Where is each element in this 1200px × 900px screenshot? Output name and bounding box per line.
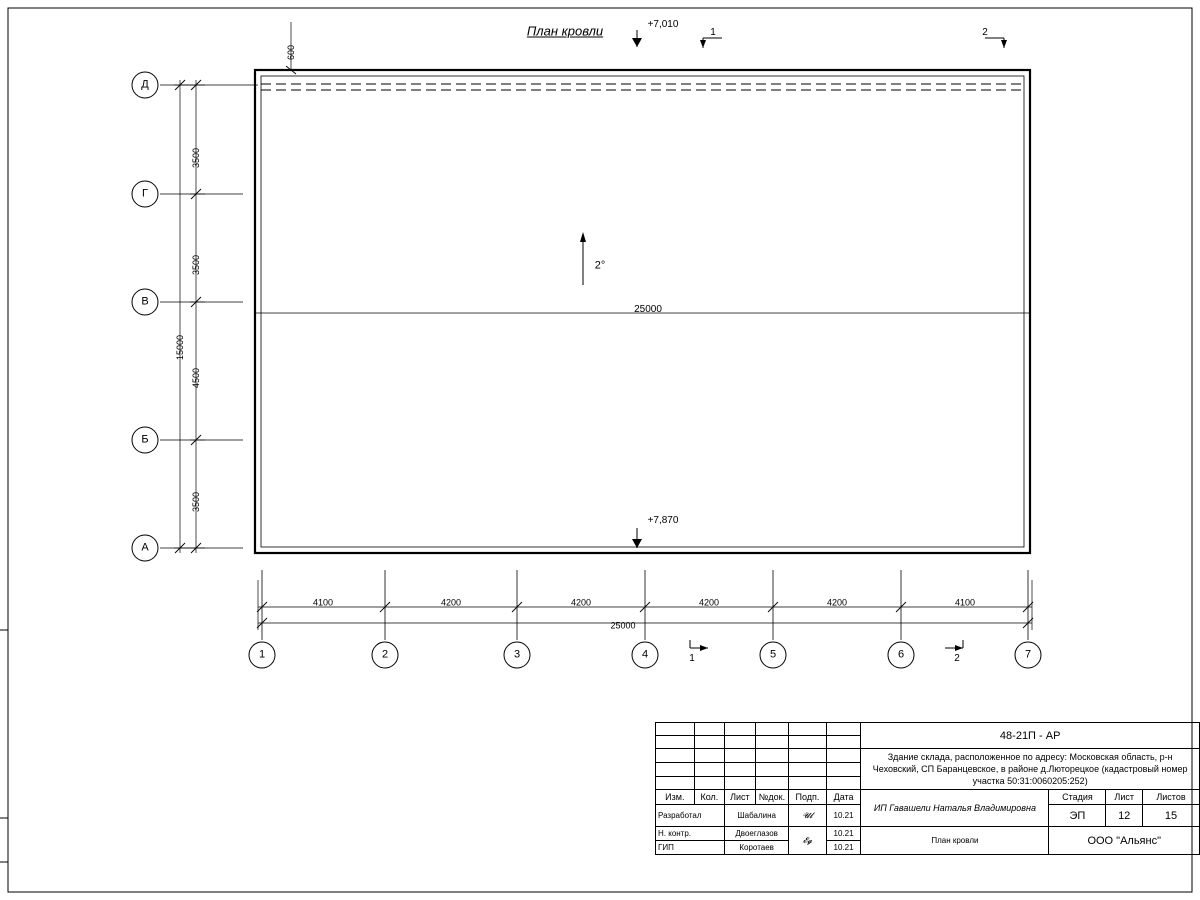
rev-cell-empty bbox=[725, 736, 756, 749]
signature-ncontr: 𝓔𝓰 bbox=[789, 827, 827, 855]
rev-cell-empty bbox=[755, 723, 789, 736]
vertical-dim-total: 15000 bbox=[175, 335, 185, 361]
horizontal-axis-lines bbox=[262, 570, 1028, 640]
axis-bubble-b[interactable]: Б bbox=[141, 433, 149, 446]
axis-bubble-g[interactable]: Г bbox=[142, 187, 148, 200]
rev-cell-empty bbox=[725, 762, 756, 776]
col-header-kol: Кол. bbox=[694, 790, 725, 805]
stage-header: Стадия bbox=[1049, 790, 1106, 805]
horizontal-dim-6: 4100 bbox=[954, 597, 976, 608]
axis-bubble-v[interactable]: В bbox=[141, 295, 149, 308]
object-description: Здание склада, расположенное по адресу: Московская область, р-н Чеховский, СП Баранцевское, в районе д.Люторецкое (кадастровый номер участка 50:31:0060205:252) bbox=[861, 749, 1200, 790]
rev-cell-empty bbox=[656, 749, 695, 763]
rev-cell-empty bbox=[656, 762, 695, 776]
col-header-data: Дата bbox=[826, 790, 861, 805]
section-mark-1-top bbox=[700, 38, 722, 48]
axis-bubble-4[interactable]: 4 bbox=[641, 648, 649, 661]
customer-name: ИП Гавашели Наталья Владимировна bbox=[861, 790, 1049, 827]
rev-cell-empty bbox=[725, 749, 756, 763]
slope-arrow bbox=[580, 232, 586, 285]
sheets-header: Листов bbox=[1142, 790, 1199, 805]
vertical-dim-3: 4500 bbox=[191, 368, 201, 389]
row-name-developer: Шабалина bbox=[725, 805, 789, 827]
ridge-dim-label: 25000 bbox=[634, 304, 662, 315]
sheet-header: Лист bbox=[1106, 790, 1143, 805]
rev-cell-empty bbox=[826, 776, 861, 790]
row-name-gip: Коротаев bbox=[725, 841, 789, 855]
section-mark-1-top-label: 1 bbox=[710, 27, 716, 38]
rev-cell-empty bbox=[694, 749, 725, 763]
rev-cell-empty bbox=[656, 736, 695, 749]
col-header-podp: Подп. bbox=[789, 790, 827, 805]
rev-cell-empty bbox=[656, 723, 695, 736]
overhang-dim-label: 600 bbox=[286, 45, 296, 61]
rev-cell-empty bbox=[755, 762, 789, 776]
rev-cell-empty bbox=[725, 776, 756, 790]
axis-bubble-1[interactable]: 1 bbox=[258, 648, 266, 661]
rev-cell-empty bbox=[656, 776, 695, 790]
row-role-gip: ГИП bbox=[656, 841, 725, 855]
axis-bubble-6[interactable]: 6 bbox=[897, 648, 905, 661]
rev-cell-empty bbox=[826, 749, 861, 763]
title-block bbox=[655, 722, 1200, 855]
rev-cell-empty bbox=[826, 762, 861, 776]
axis-bubble-3[interactable]: 3 bbox=[513, 648, 521, 661]
rev-cell-empty bbox=[826, 736, 861, 749]
rev-cell-empty bbox=[789, 723, 827, 736]
horizontal-dim-3: 4200 bbox=[570, 597, 592, 608]
axis-bubble-5[interactable]: 5 bbox=[769, 648, 777, 661]
rev-cell-empty bbox=[694, 736, 725, 749]
slope-label: 2° bbox=[594, 259, 606, 272]
drawing-title: План кровли bbox=[526, 23, 604, 39]
rev-cell-empty bbox=[789, 749, 827, 763]
rev-cell-empty bbox=[694, 723, 725, 736]
rev-cell-empty bbox=[789, 776, 827, 790]
row-role-ncontr: Н. контр. bbox=[656, 827, 725, 841]
company-name: ООО "Альянс" bbox=[1049, 827, 1200, 855]
col-header-ndok: №док. bbox=[755, 790, 789, 805]
row-name-ncontr: Двоеглазов bbox=[725, 827, 789, 841]
rev-cell-empty bbox=[755, 736, 789, 749]
sheet-name: План кровли bbox=[861, 827, 1049, 855]
elevation-bottom-label: +7,870 bbox=[647, 515, 679, 526]
date-gip: 10.21 bbox=[826, 841, 861, 855]
section-mark-2-bottom bbox=[945, 640, 963, 651]
horizontal-dim-2: 4200 bbox=[440, 597, 462, 608]
vertical-dim-4: 3500 bbox=[191, 492, 201, 513]
section-mark-1-bottom-label: 1 bbox=[689, 653, 695, 664]
vertical-dim-2: 3500 bbox=[191, 255, 201, 276]
rev-cell-empty bbox=[755, 776, 789, 790]
horizontal-dim-1: 4100 bbox=[312, 597, 334, 608]
signature-developer: 𝓤𝓵 bbox=[789, 805, 827, 827]
rev-cell-empty bbox=[826, 723, 861, 736]
axis-bubble-2[interactable]: 2 bbox=[381, 648, 389, 661]
col-header-list: Лист bbox=[725, 790, 756, 805]
section-mark-2-top bbox=[985, 38, 1007, 48]
horizontal-dim-5: 4200 bbox=[826, 597, 848, 608]
elevation-mark-bottom bbox=[632, 528, 642, 548]
rev-cell-empty bbox=[694, 776, 725, 790]
date-ncontr: 10.21 bbox=[826, 827, 861, 841]
row-role-developer: Разработал bbox=[656, 805, 725, 827]
date-developer: 10.21 bbox=[826, 805, 861, 827]
elevation-top-label: +7,010 bbox=[647, 19, 679, 30]
rev-cell-empty bbox=[725, 723, 756, 736]
section-mark-1-bottom bbox=[690, 640, 708, 651]
doc-code: 48-21П - АР bbox=[861, 723, 1200, 749]
col-header-izm: Изм. bbox=[656, 790, 695, 805]
axis-bubble-a[interactable]: А bbox=[141, 541, 149, 554]
vertical-axis-lines bbox=[160, 85, 258, 548]
axis-bubble-7[interactable]: 7 bbox=[1024, 648, 1032, 661]
vertical-dim-1: 3500 bbox=[191, 148, 201, 169]
rev-cell-empty bbox=[789, 762, 827, 776]
axis-bubble-d[interactable]: Д bbox=[141, 78, 149, 91]
section-mark-2-bottom-label: 2 bbox=[954, 653, 960, 664]
sheet-value: 12 bbox=[1106, 805, 1143, 827]
rev-cell-empty bbox=[694, 762, 725, 776]
elevation-mark-top bbox=[632, 30, 642, 47]
sheets-value: 15 bbox=[1142, 805, 1199, 827]
horizontal-dim-total: 25000 bbox=[610, 620, 636, 631]
rev-cell-empty bbox=[755, 749, 789, 763]
horizontal-dim-4: 4200 bbox=[698, 597, 720, 608]
stage-value: ЭП bbox=[1049, 805, 1106, 827]
section-mark-2-top-label: 2 bbox=[982, 27, 988, 38]
rev-cell-empty bbox=[789, 736, 827, 749]
vertical-axis-bubbles bbox=[132, 72, 158, 561]
